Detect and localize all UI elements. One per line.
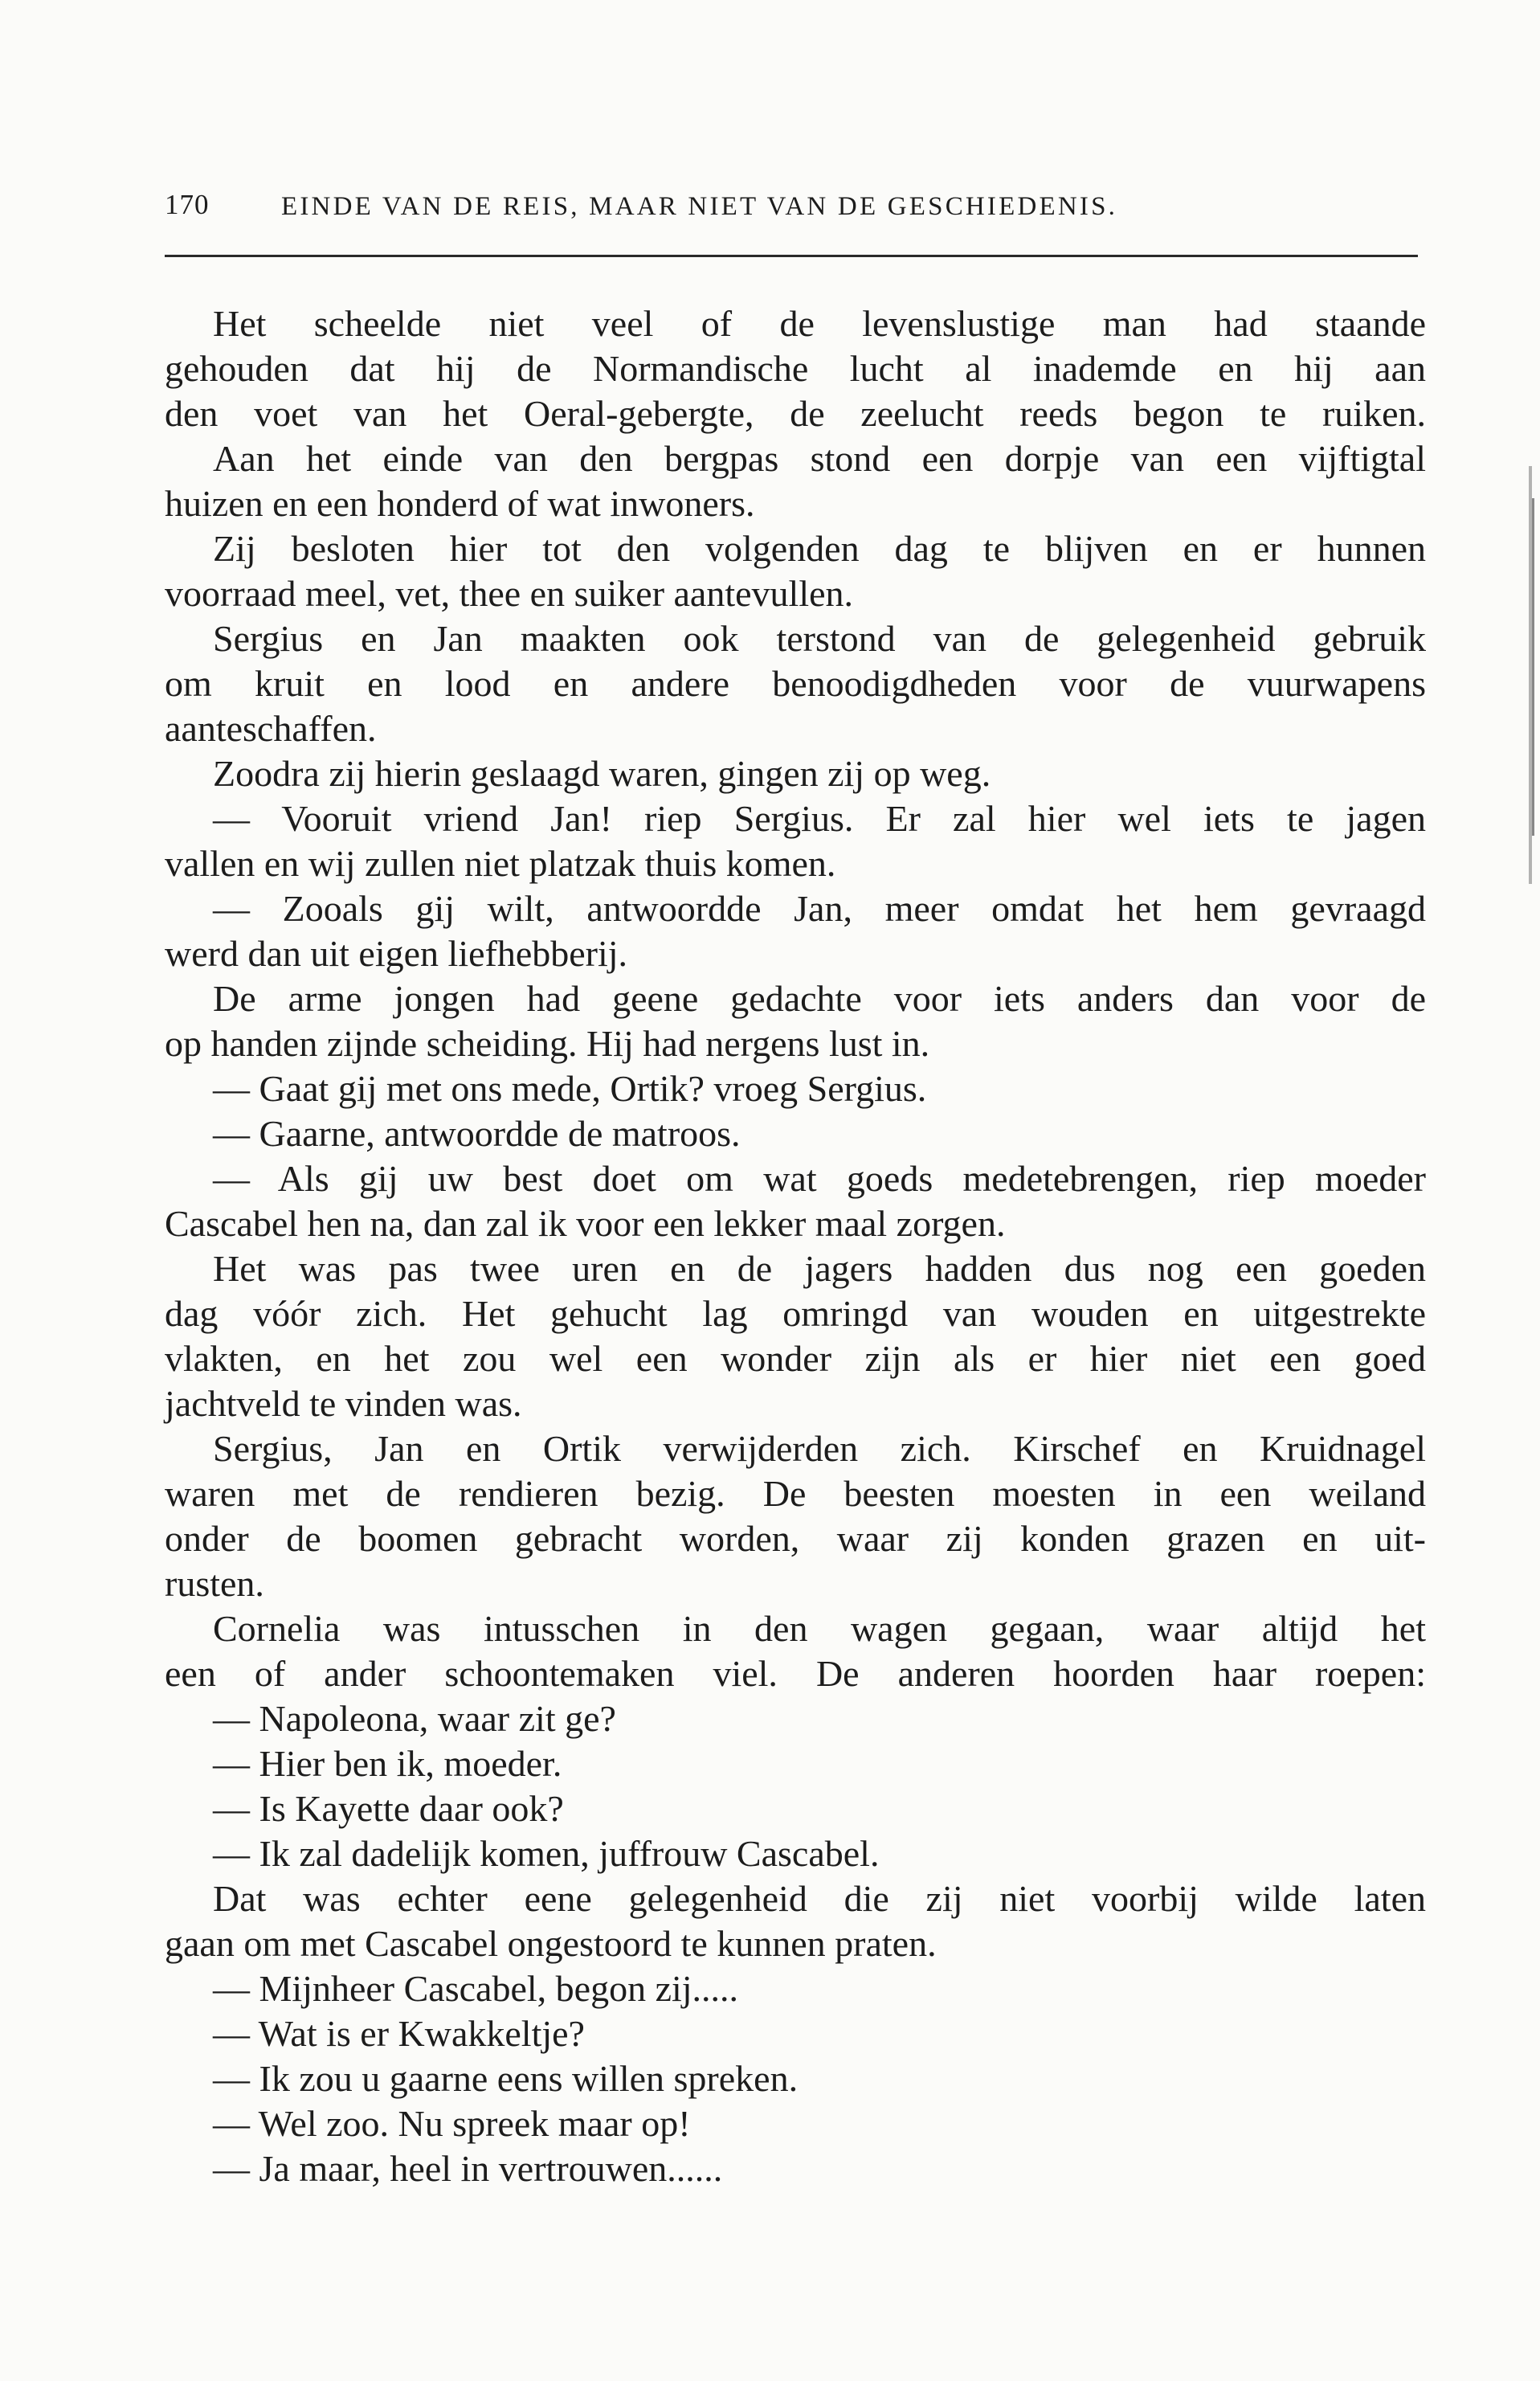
text-line: — Zooals gij wilt, antwoordde Jan, meer omdat het hem gevraagd: [213, 888, 1426, 929]
text-line: Cascabel hen na, dan zal ik voor een lekker maal zorgen.: [165, 1203, 1006, 1244]
text-line: om kruit en lood en andere benoodigdheden voor de vuurwapens: [165, 663, 1426, 704]
text-line: vallen en wij zullen niet platzak thuis komen.: [165, 843, 836, 884]
text-line: Zij besloten hier tot den volgenden dag te blijven en er hunnen: [213, 528, 1426, 569]
running-title: EINDE VAN DE REIS, MAAR NIET VAN DE GESCHIEDENIS.: [281, 192, 1118, 221]
text-line: rusten.: [165, 1563, 264, 1604]
text-line: — Wat is er Kwakkeltje?: [213, 2013, 585, 2054]
text-line: Sergius en Jan maakten ook terstond van de gelegenheid gebruik: [213, 618, 1426, 659]
text-line: — Vooruit vriend Jan! riep Sergius. Er zal hier wel iets te jagen: [213, 798, 1426, 839]
text-line: op handen zijnde scheiding. Hij had nergens lust in.: [165, 1023, 930, 1064]
text-line: Het was pas twee uren en de jagers hadden dus nog een goeden: [213, 1248, 1426, 1289]
header-rule: [165, 255, 1418, 257]
running-head: [165, 189, 1426, 237]
text-line: Zoodra zij hierin geslaagd waren, gingen zij op weg.: [213, 753, 991, 794]
text-line: dag vóór zich. Het gehucht lag omringd van wouden en uitgestrekte: [165, 1293, 1426, 1334]
text-line: — Gaat gij met ons mede, Ortik? vroeg Sergius.: [213, 1068, 927, 1109]
text-line: vlakten, en het zou wel een wonder zijn als er hier niet een goed: [165, 1338, 1426, 1379]
text-line: gaan om met Cascabel ongestoord te kunnen praten.: [165, 1923, 937, 1964]
body-text: [165, 301, 1426, 2191]
text-line: — Ja maar, heel in vertrouwen......: [213, 2148, 723, 2189]
text-line: werd dan uit eigen liefhebberij.: [165, 933, 628, 974]
text-line: Sergius, Jan en Ortik verwijderden zich. Kirschef en Kruidnagel: [213, 1428, 1426, 1469]
text-line: — Hier ben ik, moeder.: [213, 1743, 562, 1784]
text-line: — Is Kayette daar ook?: [213, 1788, 564, 1829]
text-line: — Mijnheer Cascabel, begon zij.....: [213, 1968, 739, 2009]
text-line: Dat was echter eene gelegenheid die zij niet voorbij wilde laten: [213, 1878, 1426, 1919]
text-line: aanteschaffen.: [165, 708, 377, 749]
text-line: — Als gij uw best doet om wat goeds medetebrengen, riep moeder: [213, 1158, 1426, 1199]
text-line: Het scheelde niet veel of de levenslustige man had staande: [213, 303, 1426, 344]
text-line: gehouden dat hij de Normandische lucht al inademde en hij aan: [165, 348, 1426, 389]
scan-edge-shadow: [1508, 257, 1540, 996]
text-line: waren met de rendieren bezig. De beesten moesten in een weiland: [165, 1473, 1426, 1514]
text-line: — Ik zou u gaarne eens willen spreken.: [213, 2058, 799, 2099]
text-line: onder de boomen gebracht worden, waar zij konden grazen en uit-: [165, 1518, 1426, 1559]
text-line: — Gaarne, antwoordde de matroos.: [213, 1113, 741, 1154]
text-line: Aan het einde van den bergpas stond een dorpje van een vijftigtal: [213, 438, 1426, 479]
text-line: De arme jongen had geene gedachte voor iets anders dan voor de: [213, 978, 1426, 1019]
text-line: voorraad meel, vet, thee en suiker aantevullen.: [165, 573, 854, 614]
text-line: Cornelia was intusschen in den wagen gegaan, waar altijd het: [213, 1608, 1426, 1649]
book-page: [165, 189, 1426, 2189]
text-line: een of ander schoontemaken viel. De anderen hoorden haar roepen:: [165, 1653, 1426, 1694]
text-line: huizen en een honderd of wat inwoners.: [165, 483, 755, 524]
text-line: — Ik zal dadelijk komen, juffrouw Cascabel.: [213, 1833, 880, 1874]
text-line: den voet van het Oeral-gebergte, de zeelucht reeds begon te ruiken.: [165, 393, 1426, 434]
text-line: — Napoleona, waar zit ge?: [213, 1698, 616, 1739]
page-number: 170: [165, 189, 210, 220]
text-line: — Wel zoo. Nu spreek maar op!: [213, 2103, 691, 2144]
text-line: jachtveld te vinden was.: [165, 1383, 522, 1424]
